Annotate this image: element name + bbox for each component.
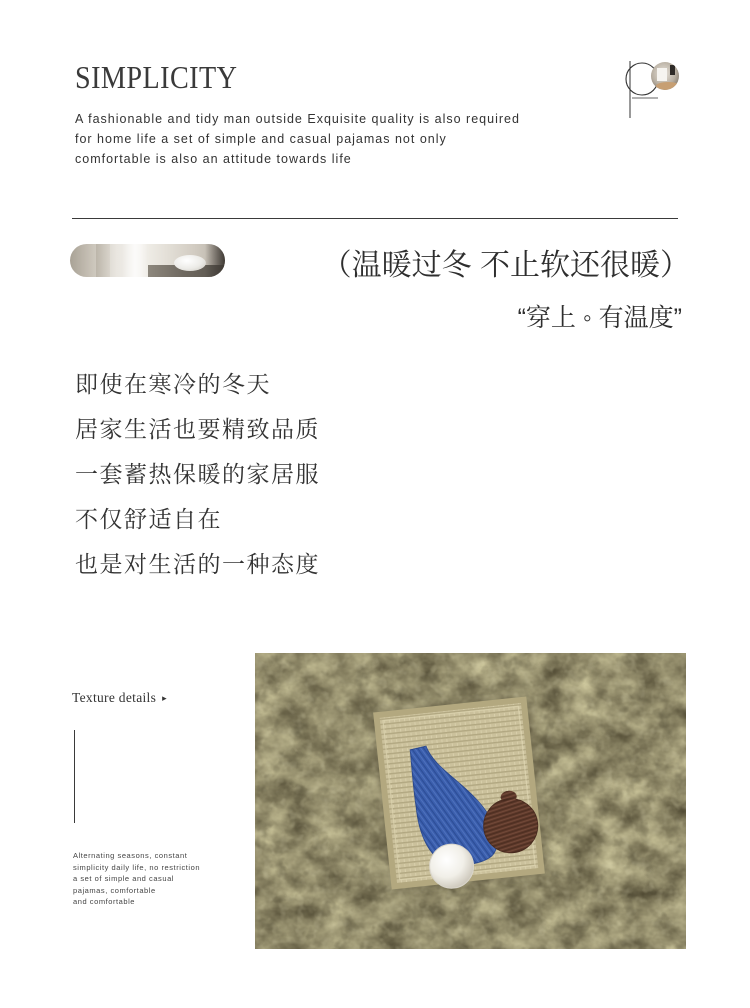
thumbnail-wall (96, 244, 110, 277)
caption-line: a set of simple and casual (73, 874, 175, 883)
lifestyle-thumbnail (70, 244, 225, 277)
embroidered-patch (372, 695, 546, 894)
logo-photo (651, 62, 680, 90)
page-title: SIMPLICITY (75, 59, 238, 95)
intro-paragraph (75, 109, 520, 169)
body-copy (75, 362, 320, 587)
texture-caption (73, 850, 200, 908)
feature-title: （温暖过冬 不止软还很暖） (321, 249, 690, 282)
body-line: 不仅舒适自在 (75, 506, 222, 532)
caption-line: Alternating seasons, constant (73, 851, 188, 860)
section-divider (72, 218, 678, 219)
fleece-fabric (255, 653, 686, 949)
thumbnail-light (122, 244, 148, 277)
brand-logo-icon (618, 58, 684, 120)
caption-line: pajamas, comfortable (73, 885, 156, 895)
texture-details-label (72, 689, 167, 708)
caption-line: simplicity daily life, no restriction (73, 862, 201, 872)
body-line: 即使在寒冷的冬天 (75, 371, 271, 397)
texture-label-text: Texture details (72, 690, 157, 705)
feature-subtitle: “穿上 ◦ 有温度” (517, 304, 682, 332)
intro-line: A fashionable and tidy man outside Exquisite quality is also required (75, 112, 520, 126)
intro-line: for home life a set of simple and casual pajamas not only (75, 132, 447, 146)
body-line: 也是对生活的一种态度 (75, 551, 320, 577)
vertical-divider (74, 730, 75, 823)
play-arrow-icon: ▸ (162, 694, 167, 704)
intro-line: comfortable is also an attitude towards life (75, 152, 352, 166)
thumbnail-edge (205, 244, 225, 277)
body-line: 居家生活也要精致品质 (75, 416, 320, 442)
fabric-texture-photo (255, 653, 686, 949)
body-line: 一套蓄热保暖的家居服 (75, 461, 320, 487)
thumbnail-pouf (174, 255, 206, 271)
caption-line: and comfortable (73, 897, 136, 906)
